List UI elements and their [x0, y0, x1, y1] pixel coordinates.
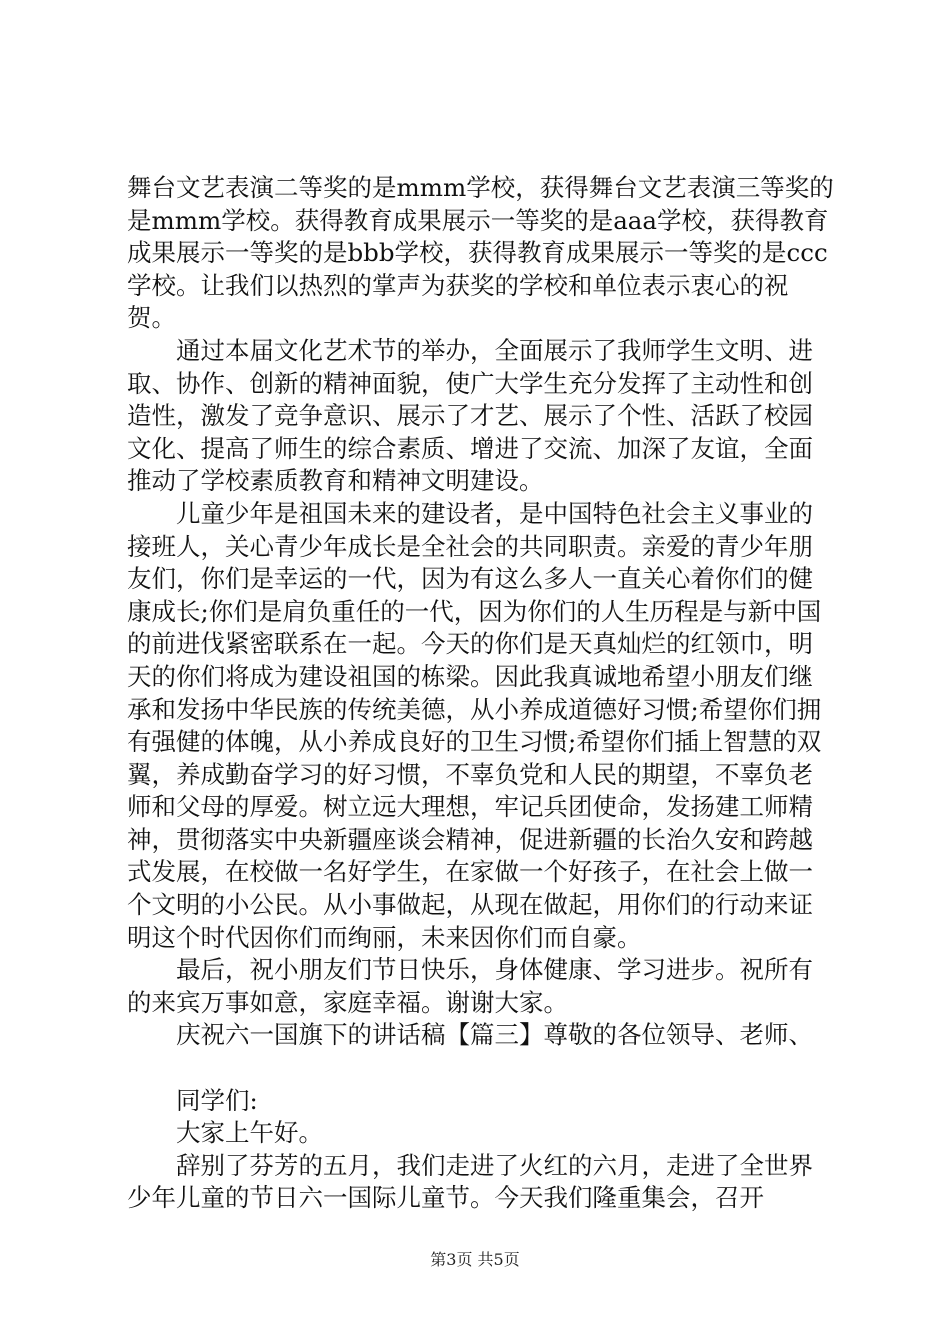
- paragraph-awards: 舞台文艺表演二等奖的是mmm学校，获得舞台文艺表演三等奖的是mmm学校。获得教育成果展示一等奖的是aaa学校，获得教育成果展示一等奖的是bbb学校，获得教育成果展示一等奖的是ccc学校。让我们以热烈的掌声为获奖的学校和单位表示衷心的祝贺。: [127, 173, 834, 333]
- blank-line: [127, 1052, 837, 1085]
- paragraph-youth-message: 儿童少年是祖国未来的建设者，是中国特色社会主义事业的接班人，关心青少年成长是全社会的共同职责。亲爱的青少年朋友们，你们是幸运的一代，因为有这么多人一直关心着你们的健康成长;你们是肩负重任的一代，因为你们的人生历程是与新中国的前进伐紧密联系在一起。今天的你们是天真灿烂的红领巾，明天的你们将成为建设祖国的栋梁。因此我真诚地希望小朋友们继承和发扬中华民族的传统美德，从小养成道德好习惯;希望你们拥有强健的体魄，从小养成良好的卫生习惯;希望你们插上智慧的双翼，养成勤奋学习的好习惯，不辜负党和人民的期望，不辜负老师和父母的厚爱。树立远大理想，牢记兵团使命，发扬建工师精神，贯彻落实中央新疆座谈会精神，促进新疆的长治久安和跨越式发展，在校做一名好学生，在家做一个好孩子，在社会上做一个文明的小公民。从小事做起，从现在做起，用你们的行动来证明这个时代因你们而绚丽，未来因你们而自豪。: [127, 498, 822, 952]
- paragraph-closing-wishes: 最后，祝小朋友们节日快乐，身体健康、学习进步。祝所有的来宾万事如意，家庭幸福。谢谢大家。: [127, 955, 813, 1017]
- paragraph-speech-title: 庆祝六一国旗下的讲话稿【篇三】尊敬的各位领导、老师、: [176, 1020, 813, 1050]
- greeting-morning: 大家上午好。: [176, 1118, 323, 1148]
- paragraph-festival-summary: 通过本届文化艺术节的举办，全面展示了我师学生文明、进取、协作、创新的精神面貌，使广大学生充分发挥了主动性和创造性，激发了竞争意识、展示了才艺、展示了个性、活跃了校园文化、提高了师生的综合素质、增进了交流、加深了友谊，全面推动了学校素质教育和精神文明建设。: [127, 335, 813, 496]
- greeting-students: 同学们:: [176, 1085, 258, 1115]
- page-number-footer: 第3页 共5页: [430, 1250, 520, 1269]
- paragraph-june-intro: 辞别了芬芳的五月，我们走进了火红的六月，走进了全世界少年儿童的节日六一国际儿童节。今天我们隆重集会，召开: [127, 1150, 813, 1213]
- document-body: [127, 172, 837, 1215]
